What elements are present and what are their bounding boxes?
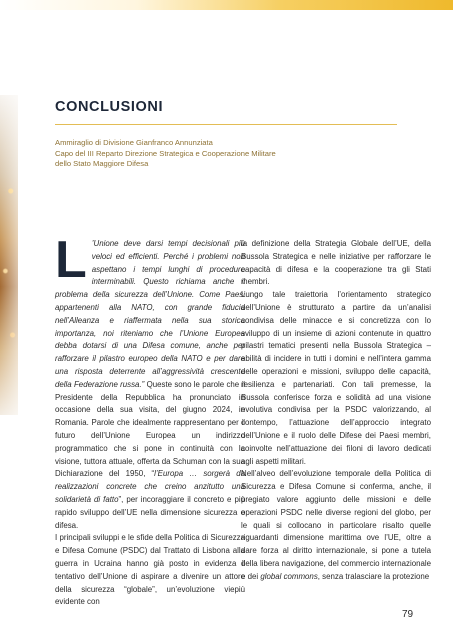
page-number: 79 [402, 609, 414, 620]
paragraph [241, 468, 431, 583]
paragraph: Lungo tale traiettoria l’orientamento strategico dell’Unione è strutturato a partire da un’analisi condivisa delle minacce e si concretizza con lo sviluppo di un insieme di azioni contenute in quattro pilastri tematici presenti nella Bussola Strategica – abilità di incidere in tutti i domini e nell’intera gamma delle operazioni e missioni, sviluppo delle capacità, resilienza e partenariati. Con tali premesse, la Bussola conferisce forza e solidità ad una visione evolutiva condivisa per la PSDC valorizzando, al contempo, l’attuazione dell’approccio integrato dell’Unione e il ruolo delle Difese dei Paesi membri, coinvolte nell’attuazione dei filoni di lavoro dedicati agli aspetti militari. [241, 290, 431, 466]
paragraph-text: Nell’alveo dell’evoluzione temporale della Politica di Sicurezza e Difesa Comune si conferma, anche, il pregiato valore aggiunto delle missioni e delle operazioni PSDC nelle diverse regioni del globo, per le quali si collocano in particolare risalto quelle riguardanti dimensione marittima ove l’UE, oltre a dare forza al diritto internazionale, si pone a tutela della libera navigazione, del commercio internazionale e dei [241, 469, 431, 581]
text-column-right [241, 238, 431, 584]
quote-text: l’Europa … sorgerà da realizzazioni concrete che creino anzitutto una solidarietà di fatto [55, 469, 245, 504]
paragraph: la definizione della Strategia Globale dell’UE, della Bussola Strategica e nelle iniziative per rafforzare le capacità di difesa e la cooperazione tra gli Stati membri. [241, 239, 431, 287]
paragraph-text: ”, per incoraggiare il concreto e più rapido sviluppo dell’UE nella dimensione sicurezza e difesa. [55, 494, 245, 530]
left-decorative-image-strip [0, 95, 18, 415]
author-role: Capo del III Reparto Direzione Strategica e Cooperazione Militare [55, 148, 276, 158]
author-block [55, 138, 415, 170]
paragraph-text: , senza tralasciare la protezione [317, 571, 430, 581]
page-title: CONCLUSIONI [55, 99, 164, 115]
paragraph: I principali sviluppi e le sfide della Politica di Sicurezza e Difesa Comune (PSDC) dal Trattato di Lisbona alla guerra in Ucraina hanno già posto in evidenza il tentativo dell’Unione di aspirare a divenire un attore della sicurezza “globale”, un’evoluzione viepiù evidente con [55, 533, 245, 607]
paragraph [55, 231, 245, 532]
title-divider [55, 124, 397, 125]
drop-cap: L [55, 231, 87, 289]
author-organization: dello Stato Maggiore Difesa [55, 159, 149, 169]
author-name: Ammiraglio di Divisione Gianfranco Annunziata [55, 138, 213, 147]
top-decorative-band [0, 0, 453, 10]
text-column-left [55, 231, 245, 609]
quote-text: ’Unione deve darsi tempi decisionali più veloci ed efficienti. Perché i problemi non aspettano i tempi lunghi di procedure interminabili. Questo richiama anche il problema della sicurezza dell’Unione. Come Paesi appartenenti alla NATO, con grande fiducia nell’Alleanza e riaffermata nella sua storica importanza, noi riteniamo che l’Unione Europea debba dotarsi di una Difesa comune, anche per rafforzare il pilastro europeo della NATO e per dare una risposta deterrente all’aggressività crescente della Federazione russa.” [55, 239, 245, 389]
emphasis-text: global commons [260, 571, 318, 581]
paragraph-text: Queste sono le parole che il Presidente della Repubblica ha pronunciato in occasione della sua visita, del giugno 2024, in Romania. Parole che idealmente rappresentano per il futuro dell’Unione Europea un indirizzo programmatico che si pone in continuità con la visione, tuttora attuale, offerta da Schuman con la sua Dichiarazione del 1950, “ [55, 379, 245, 479]
